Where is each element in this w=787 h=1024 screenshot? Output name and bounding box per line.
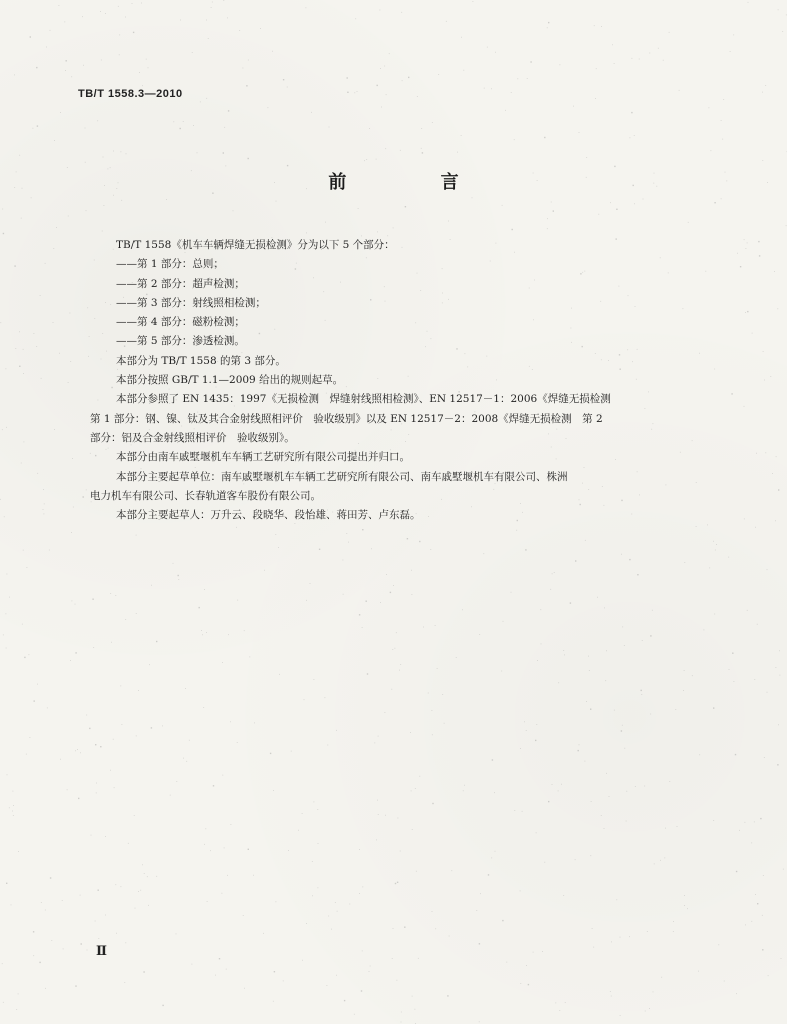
part-2-item: ——第 2 部分：超声检测； [116, 277, 245, 290]
proposer-line: 本部分由南车戚墅堰机车车辆工艺研究所有限公司提出并归口。 [116, 451, 410, 464]
foreword-body [90, 236, 650, 525]
drafting-units-line-1: 本部分主要起草单位：南车戚墅堰机车车辆工艺研究所有限公司、南车戚墅堰机车有限公司、株洲 [116, 470, 568, 483]
reference-line-3: 部分：铝及合金射线照相评价 验收级别》。 [90, 431, 295, 444]
reference-line-1: 本部分参照了 EN 1435：1997《无损检测 焊缝射线照相检测》、EN 12517－1：2006《焊缝无损检测 [116, 393, 611, 406]
page-title: 前 言 [328, 172, 503, 193]
drafting-units-line-2: 电力机车有限公司、长春轨道客车股份有限公司。 [90, 489, 321, 502]
part-5-item: ——第 5 部分：渗透检测。 [116, 335, 245, 348]
intro-line: TB/T 1558《机车车辆焊缝无损检测》分为以下 5 个部分： [116, 239, 395, 251]
page-number: Ⅱ [96, 944, 107, 959]
drafters-line: 本部分主要起草人：万升云、段晓华、段怡雄、蒋田芳、卢东磊。 [116, 509, 421, 522]
part-1-item: ——第 1 部分：总则； [116, 258, 224, 271]
document-code: TB/T 1558.3—2010 [78, 88, 183, 100]
part-3-item: ——第 3 部分：射线照相检测； [116, 296, 266, 309]
part-4-item: ——第 4 部分：磁粉检测； [116, 316, 245, 329]
drafting-rule-line: 本部分按照 GB/T 1.1—2009 给出的规则起草。 [116, 374, 344, 387]
scope-line: 本部分为 TB/T 1558 的第 3 部分。 [116, 354, 286, 367]
reference-line-2: 第 1 部分：钢、镍、钛及其合金射线照相评价 验收级别》以及 EN 12517－2：2008《焊缝无损检测 第 2 [90, 412, 603, 425]
